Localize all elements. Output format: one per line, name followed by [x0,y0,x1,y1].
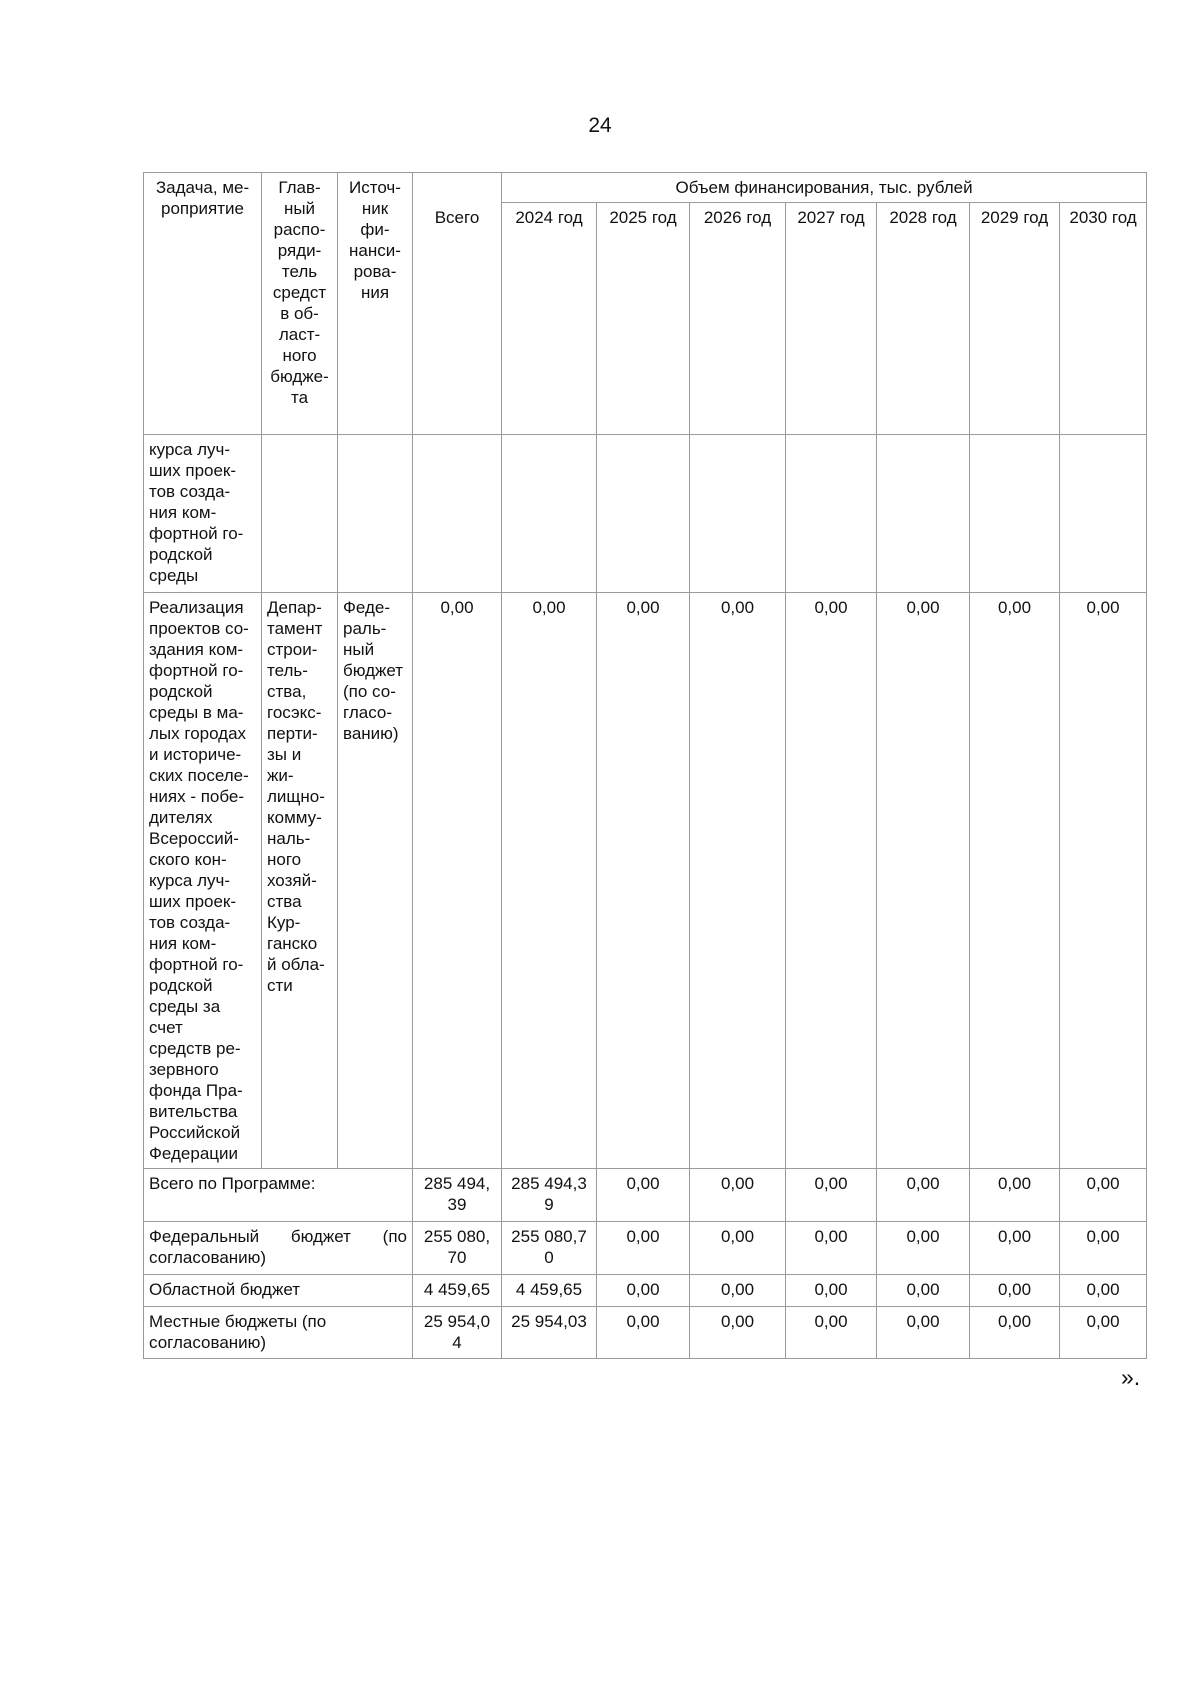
table-row [144,435,1147,593]
header-year: 2024 год [502,203,597,435]
total-value: 0,00 [1060,1222,1147,1275]
total-value: 0,00 [877,1169,970,1222]
total-value: 0,00 [597,1275,690,1307]
total-value: 0,00 [690,1169,786,1222]
header-source: Источ- ник фи- нанси- рова- ния [338,173,413,435]
value-cell [597,435,690,593]
value-cell: 0,00 [597,593,690,1169]
total-value: 0,00 [970,1222,1060,1275]
total-value: 0,00 [877,1275,970,1307]
header-year: 2026 год [690,203,786,435]
header-year: 2027 год [786,203,877,435]
total-value: 0,00 [970,1307,1060,1359]
table-row [144,593,1147,1169]
header-year: 2025 год [597,203,690,435]
total-value: 0,00 [690,1275,786,1307]
total-value: 255 080,7 0 [502,1222,597,1275]
value-cell: 0,00 [690,593,786,1169]
total-value: 0,00 [690,1222,786,1275]
total-label: Всего по Программе: [144,1169,413,1222]
total-value: 0,00 [597,1169,690,1222]
value-cell [786,435,877,593]
total-value: 0,00 [786,1169,877,1222]
total-value: 4 459,65 [413,1275,502,1307]
closing-quote: ». [1121,1364,1141,1390]
header-year: 2029 год [970,203,1060,435]
value-cell: 0,00 [786,593,877,1169]
total-row [144,1275,1147,1307]
value-cell [877,435,970,593]
total-value: 0,00 [970,1169,1060,1222]
total-value: 0,00 [1060,1307,1147,1359]
header-total-top [413,173,502,203]
header-year: 2028 год [877,203,970,435]
total-value: 0,00 [597,1222,690,1275]
total-value: 255 080, 70 [413,1222,502,1275]
header-manager: Глав- ный распо- ряди- тель средст в об- ласт- ного бюдже- та [262,173,338,435]
value-cell [413,435,502,593]
total-label: Местные бюджеты (по согласованию) [144,1307,413,1359]
source-cell [338,435,413,593]
header-year: 2030 год [1060,203,1147,435]
total-row [144,1222,1147,1275]
task-cell: Реализация проектов со- здания ком- фортной го- родской среды в ма- лых городах и историче- ских поселе- ниях - побе- дителях Всероссий- ского кон- курса луч- ших проек- тов созда- ния ком- фортной го- родской среды за счет средств ре- зервного фонда Пра- вительства Российской Федерации [144,593,262,1169]
total-value: 0,00 [690,1307,786,1359]
header-funding-title: Объем финансирования, тыс. рублей [502,173,1147,203]
total-value: 0,00 [970,1275,1060,1307]
value-cell: 0,00 [502,593,597,1169]
total-row [144,1307,1147,1359]
value-cell: 0,00 [970,593,1060,1169]
total-value: 0,00 [1060,1169,1147,1222]
total-label: Областной бюджет [144,1275,413,1307]
header-row-1 [144,173,1147,203]
value-cell [1060,435,1147,593]
value-cell [970,435,1060,593]
value-cell: 0,00 [1060,593,1147,1169]
total-value: 0,00 [786,1307,877,1359]
total-value: 0,00 [786,1275,877,1307]
page-number: 24 [588,114,612,137]
header-task: Задача, ме- роприятие [144,173,262,435]
value-cell: 0,00 [413,593,502,1169]
manager-cell: Депар- тамент строи- тель- ства, госэкс- перти- зы и жи- лищно- комму- наль- ного хозяй- ства Кур- ганско й обла- сти [262,593,338,1169]
financing-table [143,172,1147,1359]
total-row [144,1169,1147,1222]
total-value: 25 954,03 [502,1307,597,1359]
value-cell: 0,00 [877,593,970,1169]
total-value: 285 494, 39 [413,1169,502,1222]
value-cell [690,435,786,593]
header-total: Всего [413,203,502,435]
total-value: 25 954,0 4 [413,1307,502,1359]
total-value: 0,00 [877,1307,970,1359]
total-value: 0,00 [786,1222,877,1275]
total-value: 4 459,65 [502,1275,597,1307]
total-value: 285 494,3 9 [502,1169,597,1222]
total-value: 0,00 [597,1307,690,1359]
value-cell [502,435,597,593]
total-label: Федеральный бюджет (по согласованию) [144,1222,413,1275]
source-cell: Феде- раль- ный бюджет (по со- гласо- ванию) [338,593,413,1169]
task-cell: курса луч- ших проек- тов созда- ния ком- фортной го- родской среды [144,435,262,593]
total-value: 0,00 [877,1222,970,1275]
total-value: 0,00 [1060,1275,1147,1307]
manager-cell [262,435,338,593]
